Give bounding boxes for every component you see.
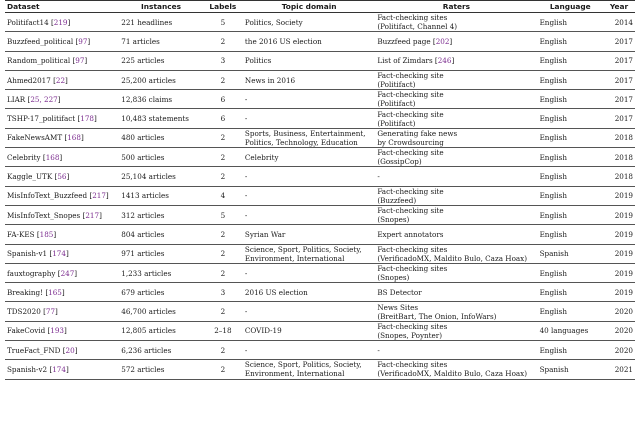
cell-labels: 2 [203, 263, 243, 282]
cell-instances: 71 articles [119, 32, 203, 51]
cell-dataset: fauxtography [247] [5, 263, 119, 282]
cell-topic [243, 90, 375, 109]
cell-raters [375, 360, 537, 379]
dataset-name: Spanish-v1 [7, 249, 48, 259]
cell-language: English [538, 13, 603, 32]
cell-raters-line: (Politifact) [377, 118, 416, 128]
cell-raters-line: (VerificadoMX, Maldito Bulo, Caza Hoax) [377, 369, 528, 379]
cell-raters [375, 128, 537, 147]
cell-year: 2017 [603, 70, 635, 89]
dataset-name: Buzzfeed_political [7, 36, 74, 46]
cell-language: English [538, 128, 603, 147]
cell-dataset: Random_political [97] [5, 51, 119, 70]
cell-raters [375, 321, 537, 340]
cell-raters [375, 186, 537, 205]
cell-topic-line: Sports, Business, Entertainment, [244, 128, 366, 138]
cell-labels: 2–18 [203, 321, 243, 340]
cell-language: Spanish [538, 360, 603, 379]
cell-instances: 225 articles [119, 51, 203, 70]
cell-dataset: Breaking! [165] [5, 283, 119, 302]
cell-labels: 3 [203, 51, 243, 70]
cell-topic [243, 109, 375, 128]
cell-labels: 2 [203, 128, 243, 147]
cell-topic-line: News in 2016 [244, 75, 296, 85]
citation-link[interactable]: 178 [80, 114, 94, 124]
cell-topic-line: Politics, Technology, Education [244, 137, 358, 147]
cell-year: 2020 [603, 302, 635, 321]
cell-raters-line: Fact-checking site [377, 90, 444, 100]
dataset-name: MisInfoText_Snopes [7, 210, 81, 220]
citation-link[interactable]: 219 [53, 17, 68, 27]
cell-language: English [538, 205, 603, 224]
cell-topic [243, 167, 375, 186]
cell-year: 2019 [603, 205, 635, 224]
cell-topic-line: - [244, 307, 248, 317]
cell-dataset: LIAR [25, 227] [5, 90, 119, 109]
dataset-name: FA-KES [7, 229, 35, 239]
cell-topic [243, 225, 375, 244]
cell-topic [243, 244, 375, 263]
table-row [5, 225, 635, 244]
cell-dataset: Politifact14 [219] [5, 13, 119, 32]
dataset-name: Ahmed2017 [7, 75, 51, 85]
citation-link[interactable]: 217 [85, 210, 100, 220]
cell-dataset: Spanish-v2 [174] [5, 360, 119, 379]
citation-link[interactable]: 165 [48, 287, 62, 297]
cell-labels: 5 [203, 205, 243, 224]
cell-raters [375, 244, 537, 263]
cell-instances: 679 articles [119, 283, 203, 302]
cell-raters [375, 51, 537, 70]
header-instances: Instances [119, 1, 203, 13]
cell-topic-line: - [244, 268, 248, 278]
cell-topic-line: Environment, International [244, 253, 345, 263]
cell-instances: 480 articles [119, 128, 203, 147]
table-row [5, 205, 635, 224]
cell-topic [243, 32, 375, 51]
cell-instances: 1413 articles [119, 186, 203, 205]
cell-raters-line: (Snopes) [377, 273, 410, 282]
dataset-name: Politifact14 [7, 17, 49, 27]
cell-raters-line: Fact-checking site [377, 109, 444, 119]
cell-instances: 804 articles [119, 225, 203, 244]
cell-instances: 971 articles [119, 244, 203, 263]
cell-year: 2017 [603, 32, 635, 51]
cell-raters-line: Fact-checking sites [377, 244, 448, 254]
citation-link[interactable]: 77 [45, 307, 56, 317]
cell-year: 2017 [603, 90, 635, 109]
cell-topic [243, 70, 375, 89]
cell-raters-line: (VerificadoMX, Maldito Bulo, Caza Hoax) [377, 253, 528, 263]
cell-year: 2019 [603, 225, 635, 244]
cell-topic-line: Science, Sport, Politics, Society, [244, 244, 362, 254]
table-row [5, 90, 635, 109]
cell-raters [375, 13, 537, 32]
cell-topic-line: - [244, 114, 248, 124]
citation-link[interactable]: 193 [50, 326, 64, 336]
cell-raters [375, 109, 537, 128]
cell-raters-line: (Snopes, Poynter) [377, 330, 443, 340]
cell-raters-line: - [377, 345, 380, 355]
cell-instances: 500 articles [119, 148, 203, 167]
header-dataset: Dataset [5, 1, 119, 13]
table-row [5, 186, 635, 205]
cell-topic-line: - [244, 210, 248, 220]
cell-raters [375, 341, 537, 360]
cell-raters [375, 263, 537, 282]
cell-dataset: Spanish-v1 [174] [5, 244, 119, 263]
cell-dataset: Ahmed2017 [22] [5, 70, 119, 89]
table-row [5, 167, 635, 186]
cell-topic [243, 128, 375, 147]
cell-language: English [538, 186, 603, 205]
cell-topic-line: - [244, 191, 248, 201]
table-row [5, 321, 635, 340]
cell-instances: 312 articles [119, 205, 203, 224]
cell-topic [243, 51, 375, 70]
cell-language: English [538, 167, 603, 186]
dataset-name: TSHP-17_politifact [7, 114, 76, 124]
cell-raters [375, 205, 537, 224]
cell-raters-line: Expert annotators [377, 229, 444, 239]
cell-instances: 221 headlines [119, 13, 203, 32]
cell-labels: 2 [203, 167, 243, 186]
table-row [5, 13, 635, 32]
cell-labels: 5 [203, 13, 243, 32]
cell-raters-line: Fact-checking site [377, 148, 444, 158]
cell-raters-line: Fact-checking site [377, 71, 444, 81]
cell-language: English [538, 283, 603, 302]
table-row [5, 70, 635, 89]
cell-raters-line: - [377, 172, 380, 182]
dataset-name: Celebrity [7, 152, 41, 162]
citation-link[interactable]: 247 [60, 268, 75, 278]
cell-instances: 25,200 articles [119, 70, 203, 89]
cell-topic [243, 321, 375, 340]
cell-topic-line: Politics, Society [244, 17, 303, 27]
cell-raters [375, 167, 537, 186]
table-row [5, 283, 635, 302]
cell-language: English [538, 109, 603, 128]
cell-instances: 10,483 statements [119, 109, 203, 128]
cell-raters-line: Buzzfeed page [202] [377, 36, 453, 46]
cell-dataset: FakeNewsAMT [168] [5, 128, 119, 147]
cell-labels: 6 [203, 90, 243, 109]
dataset-name: TDS2020 [7, 307, 41, 317]
citation-link[interactable]: 174 [52, 364, 66, 374]
cell-raters-line: Fact-checking sites [377, 264, 448, 273]
cell-dataset: FakeCovid [193] [5, 321, 119, 340]
cell-year: 2019 [603, 186, 635, 205]
cell-language: English [538, 32, 603, 51]
cell-labels: 3 [203, 283, 243, 302]
dataset-name: LIAR [7, 94, 26, 104]
dataset-name: Spanish-v2 [7, 364, 48, 374]
header-labels: Labels [203, 1, 243, 13]
cell-language: English [538, 51, 603, 70]
cell-year: 2017 [603, 51, 635, 70]
dataset-name: fauxtography [7, 268, 56, 278]
dataset-name: TrueFact_FND [7, 345, 61, 355]
table-row [5, 244, 635, 263]
cell-language: English [538, 341, 603, 360]
cell-language: English [538, 302, 603, 321]
cell-raters [375, 32, 537, 51]
cell-raters [375, 283, 537, 302]
cell-year: 2020 [603, 321, 635, 340]
cell-instances: 572 articles [119, 360, 203, 379]
dataset-name: Kaggle_UTK [7, 172, 53, 182]
citation-link[interactable]: 25, 227 [30, 94, 58, 104]
cell-year: 2014 [603, 13, 635, 32]
cell-dataset: Kaggle_UTK [56] [5, 167, 119, 186]
table-row [5, 128, 635, 147]
cell-language: 40 languages [538, 321, 603, 340]
dataset-name: FakeCovid [7, 326, 46, 336]
cell-labels: 4 [203, 186, 243, 205]
citation-link[interactable]: 168 [45, 152, 60, 162]
header-year: Year [603, 1, 635, 13]
citation-link[interactable]: 185 [39, 229, 54, 239]
table-header-row [5, 1, 635, 13]
cell-year: 2021 [603, 360, 635, 379]
cell-year: 2019 [603, 263, 635, 282]
cell-raters [375, 90, 537, 109]
cell-year: 2018 [603, 148, 635, 167]
cell-raters-line: Fact-checking sites [377, 321, 448, 331]
cell-raters-line: (Buzzfeed) [377, 195, 417, 205]
cell-labels: 2 [203, 225, 243, 244]
cell-labels: 2 [203, 360, 243, 379]
table-row [5, 263, 635, 282]
citation-link[interactable]: 202 [435, 36, 450, 46]
cell-raters [375, 148, 537, 167]
dataset-name: MisInfoText_Buzzfeed [7, 191, 88, 201]
cell-raters-line: (Snopes) [377, 215, 410, 225]
cell-dataset: FA-KES [185] [5, 225, 119, 244]
cell-raters-line: Fact-checking site [377, 206, 444, 216]
citation-link[interactable]: 56 [57, 172, 67, 182]
table-row [5, 109, 635, 128]
cell-topic-line: Celebrity [244, 152, 279, 162]
header-raters: Raters [375, 1, 537, 13]
cell-dataset: MisInfoText_Snopes [217] [5, 205, 119, 224]
cell-topic [243, 13, 375, 32]
cell-labels: 2 [203, 32, 243, 51]
cell-topic [243, 186, 375, 205]
cell-instances: 46,700 articles [119, 302, 203, 321]
cell-instances: 6,236 articles [119, 341, 203, 360]
table-row [5, 51, 635, 70]
cell-raters [375, 70, 537, 89]
cell-raters-line: (Politifact) [377, 99, 416, 109]
cell-labels: 2 [203, 148, 243, 167]
cell-topic-line: 2016 US election [244, 287, 308, 297]
citation-link[interactable]: 20 [65, 345, 75, 355]
table-row [5, 360, 635, 379]
citation-link[interactable]: 217 [92, 191, 106, 201]
cell-raters-line: BS Detector [377, 287, 422, 297]
cell-raters-line: (BreitBart, The Onion, InfoWars) [377, 311, 497, 321]
cell-labels: 2 [203, 341, 243, 360]
cell-language: English [538, 90, 603, 109]
cell-topic [243, 341, 375, 360]
cell-topic [243, 360, 375, 379]
cell-dataset: TSHP-17_politifact [178] [5, 109, 119, 128]
cell-raters-line: Fact-checking sites [377, 360, 448, 370]
cell-year: 2018 [603, 128, 635, 147]
cell-topic-line: - [244, 172, 248, 182]
cell-year: 2020 [603, 341, 635, 360]
citation-link[interactable]: 168 [67, 133, 81, 143]
citation-link[interactable]: 97 [75, 56, 85, 66]
cell-topic [243, 205, 375, 224]
cell-labels: 2 [203, 244, 243, 263]
cell-topic [243, 302, 375, 321]
cell-instances: 1,233 articles [119, 263, 203, 282]
cell-topic-line: Syrian War [244, 229, 286, 239]
cell-topic [243, 148, 375, 167]
citation-link[interactable]: 174 [52, 249, 66, 259]
table-row [5, 148, 635, 167]
cell-dataset: Celebrity [168] [5, 148, 119, 167]
cell-topic-line: Science, Sport, Politics, Society, [244, 360, 362, 370]
cell-topic-line: Environment, International [244, 369, 345, 379]
cell-language: English [538, 263, 603, 282]
cell-year: 2017 [603, 109, 635, 128]
table-row [5, 341, 635, 360]
cell-dataset: TDS2020 [77] [5, 302, 119, 321]
cell-topic [243, 263, 375, 282]
citation-link[interactable]: 246 [437, 56, 452, 66]
cell-raters-line: (Politifact, Channel 4) [377, 22, 458, 32]
citation-link[interactable]: 22 [55, 75, 66, 85]
cell-raters-line: Generating fake news [377, 128, 458, 138]
cell-raters [375, 302, 537, 321]
cell-labels: 2 [203, 302, 243, 321]
cell-year: 2019 [603, 283, 635, 302]
datasets-table [5, 0, 635, 380]
cell-instances: 12,836 claims [119, 90, 203, 109]
cell-dataset: MisInfoText_Buzzfeed [217] [5, 186, 119, 205]
cell-labels: 2 [203, 70, 243, 89]
cell-raters-line: by Crowdsourcing [377, 137, 444, 147]
cell-topic [243, 283, 375, 302]
cell-labels: 6 [203, 109, 243, 128]
cell-raters-line: List of Zimdars [246] [377, 56, 455, 66]
cell-topic-line: - [244, 94, 248, 104]
table-row [5, 302, 635, 321]
cell-instances: 25,104 articles [119, 167, 203, 186]
cell-raters-line: Fact-checking sites [377, 13, 448, 23]
cell-raters-line: News Sites [377, 302, 419, 312]
cell-dataset: TrueFact_FND [20] [5, 341, 119, 360]
cell-year: 2019 [603, 244, 635, 263]
cell-topic-line: the 2016 US election [244, 36, 322, 46]
cell-dataset: Buzzfeed_political [97] [5, 32, 119, 51]
cell-language: Spanish [538, 244, 603, 263]
cell-year: 2018 [603, 167, 635, 186]
header-language: Language [538, 1, 603, 13]
citation-link[interactable]: 97 [78, 36, 88, 46]
cell-raters [375, 225, 537, 244]
header-topic-domain: Topic domain [243, 1, 375, 13]
cell-instances: 12,805 articles [119, 321, 203, 340]
cell-topic-line: Politics [244, 56, 272, 66]
cell-topic-line: - [244, 345, 248, 355]
cell-raters-line: (Politifact) [377, 80, 416, 90]
cell-raters-line: Fact-checking site [377, 186, 444, 196]
cell-language: English [538, 148, 603, 167]
table-row [5, 32, 635, 51]
cell-raters-line: (GossipCop) [377, 157, 422, 167]
table-body [5, 13, 635, 380]
dataset-name: FakeNewsAMT [7, 133, 63, 143]
cell-language: English [538, 70, 603, 89]
dataset-name: Breaking! [7, 287, 44, 297]
dataset-name: Random_political [7, 56, 71, 66]
cell-language: English [538, 225, 603, 244]
cell-topic-line: COVID-19 [244, 326, 282, 336]
